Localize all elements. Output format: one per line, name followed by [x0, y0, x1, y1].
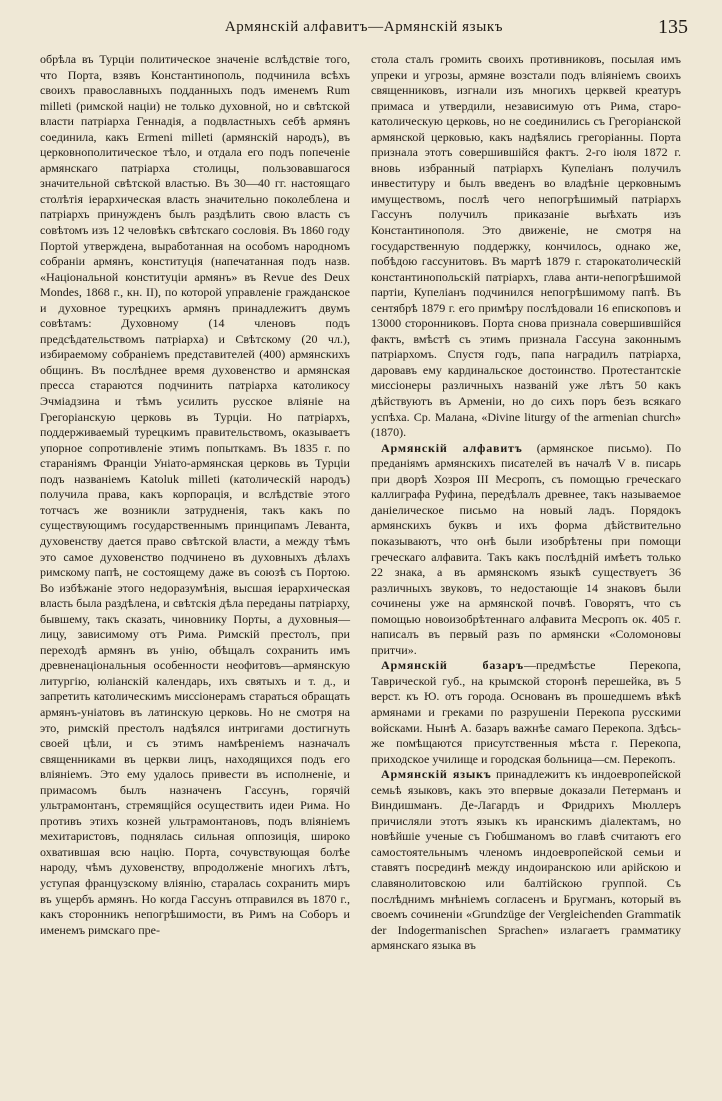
paragraph-continuation: стола сталъ громить своихъ противниковъ, посылая имъ упреки и угрозы, армяне возстали подъ вліяніемъ своихъ священниковъ, изгнали изъ многихъ церквей креатуръ примаса и утвердили, независимую отъ Рима, старо-католическую церковь, но не соединились съ Грегоріанской армянской церковью, какъ надѣялись грегоріанны. Порта признала этотъ совершившійся фактъ. 2-го іюля 1872 г. вновь избранный патріархъ Купеліанъ получилъ инвеституру и былъ введенъ во владѣніе церковнымъ имуществомъ, послѣ чего непогрѣшимый патріархъ Гассунъ получилъ приказаніе выѣхать изъ Константинополя. Это движеніе, не смотря на государственную поддержку, кончилось, однако же, побѣдою гассунитовъ. Въ мартѣ 1879 г. старокатолическій константинопольскій патріархъ, глава анти-непогрѣшимой партіи, Купеліанъ подчинился непогрѣшимому папѣ. Въ сентябрѣ 1879 г. его примѣру послѣдовали 16 епископовъ и 13000 сторонниковъ. Порта снова признала совершившійся фактъ, вмѣстѣ съ этимъ признала Гассуна законнымъ патріархомъ. Спустя годъ, папа наградилъ патріарха, даровавъ ему кардинальское достоинство. Протестантскіе миссіонеры различныхъ названій уже лѣтъ 50 какъ дѣйствуютъ въ Арменіи, но до сихъ поръ безъ всякаго успѣха. Ср. Малана, «Divine liturgy of the armenian church» (1870). — [371, 52, 681, 440]
paragraph-continuation: обрѣла въ Турціи политическое значеніе вслѣдствіе того, что Порта, взявъ Константинополь, подчинила всѣхъ своихъ православныхъ подданныхъ подъ именемъ Rum milleti (римской націи) не только духовной, но и свѣтской власти патріарха Геннадія, а подвластныхъ себѣ армянъ соединила, какъ Ermeni milleti (армянскій народъ), въ церковнополитическое тѣло, и отдала его подъ попеченіе армянскаго патріарха столицы, пользовавшагося значительной свѣтской властью. Въ 30—40 гг. настоящаго столѣтія іерархическая власть значительно поколеблена и патріархъ принужденъ былъ раздѣлить свою власть съ совѣтомъ изъ 12 человѣкъ свѣтскаго сословія. Въ 1860 году Портой утверждена, выработанная на особомъ народномъ собраніи армянъ, конституція (напечатанная подъ назв. «Національной конституціи армянъ» въ Revue des Deux Mondes, 1868 г., кн. II), по которой управленіе гражданское и духовное турецкихъ армянъ принадлежитъ двумъ совѣтамъ: Духовному (14 членовъ подъ предсѣдательствомъ патріарха) и Свѣтскому (20 чл.), избираемому собраніемъ представителей (400) армянскихъ общинъ. Въ послѣднее время духовенство и армянская пресса стараются подчинить патріарха католикосу Эчміадзина и тѣмъ усилить русское вліяніе на Грегоріанскую церковь въ Турціи. Но патріархъ, поддерживаемый турецкимъ правительствомъ, оказываетъ упорное сопротивленіе этимъ попыткамъ. Въ 1835 г. по стараніямъ Франціи Уніато-армянская церковь въ Турціи подъ названіемъ Katoluk milleti (католическій народъ) получила права, какъ корпорація, и вслѣдствіе этого тотчасъ же возникли затрудненія, такъ какъ по существующимъ государственнымъ принципамъ Леванта, духовенству дается право свѣтской власти, а между тѣмъ это самое духовенство подчинено въ духовныхъ дѣлахъ римскому папѣ, не состоящему даже въ союзѣ съ Портою. Во избѣжаніе этого недоразумѣнія, высшая іерархическая власть была раздѣлена, и свѣтскія дѣла переданы патріарху, бывшему, такъ сказать, чиновнику Порты, а духовныя—лицу, зависимому отъ Рима. Римскій престолъ, при переходѣ армянъ въ унію, обѣщалъ сохранить имъ древненаціональныя особенности неофитовъ—армянскую литургію, юліанскій календарь, ихъ святыхъ и т. д., и запретить католическимъ миссіонерамъ стараться обращать армянъ-уніатовъ въ латинскую церковь. Но не смотря на это, римскій престолъ надѣялся интригами достигнуть своей цѣли, и съ этимъ намѣреніемъ назначалъ священниками въ церкви лицъ, находящихся подъ его вліяніемъ. Это ему удалось привести въ исполненіе, и примасомъ былъ назначенъ Гассунъ, горячій ультрамонтанъ, стремящійся осуществить идеи Рима. Но противъ этихъ козней ультрамонтановъ, подъ вліяніемъ мехитаристовъ, поднялась сильная оппозиція, широко охватившая всю націю. Порта, сочувствующая болѣе народу, чѣмъ духовенству, впродолженіе многихъ лѣтъ, уступая французскому вліянію, старалась сохранить миръ въ ущербъ армянъ. Но когда Гассунъ отправился въ 1870 г., какъ сторонникъ непогрѣшимости, въ Римъ на Соборъ и именемъ римскаго пре- — [40, 52, 350, 937]
entry-armenian-language — [371, 767, 681, 954]
entry-term: Армянскій базаръ — [381, 658, 524, 673]
page-header — [40, 16, 688, 40]
entry-term: Армянскій алфавитъ — [381, 440, 523, 455]
entry-term: Армянскій языкъ — [381, 767, 492, 782]
entry-text: —предмѣстье Перекопа, Таврической губ., на крымской сторонѣ перешейка, въ 5 верст. къ Ю. отъ города. Основанъ въ прошедшемъ вѣкѣ армянами и греками по разрушеніи Перекопа русскими войсками. Нынѣ А. базаръ важнѣе самаго Перекопа. Здѣсь-же помѣщаются присутственныя мѣста г. Перекопа, приходское училище и городская больница—см. Перекопъ. — [371, 658, 682, 766]
entry-armenian-bazaar — [371, 658, 681, 767]
page-number: 135 — [658, 16, 688, 38]
right-column — [371, 52, 681, 954]
entry-text: (армянское письмо). По преданіямъ армянскихъ писателей въ началѣ V в. писарь при дворѣ Хозроя III Месропъ, съ помощью греческаго каллиграфа Руфина, передѣлалъ древнее, такъ называемое даніелическое письмо на новый ладъ. Порядокъ армянскихъ буквъ и ихъ форма дѣйствительно показываютъ, что онѣ были изобрѣтены при помощи греческаго алфавита. Такъ какъ послѣдній имѣетъ только 22 знака, а въ армянскомъ языкѣ существуетъ 36 различныхъ звуковъ, то недостающіе 14 знаковъ были сочинены уже на армянской почвѣ. Говорятъ, что съ помощью новоизобрѣтеннаго алфавита Месропъ ок. 405 г. написалъ въ первый разъ по армянски «Соломоновы притчи». — [371, 440, 681, 657]
left-column — [40, 52, 350, 938]
entry-armenian-alphabet — [371, 441, 681, 659]
entry-text: принадлежитъ къ индоевропейской семьѣ языковъ, какъ это впервые доказали Петерманъ и Виндишманъ. Де-Лагардъ и Фридрихъ Мюллеръ причисляли этотъ языкъ къ иранскимъ діалектамъ, но новѣйшіе ученые съ Гюбшманомъ во главѣ считаютъ его самостоятельнымъ членомъ индоевропейской семьи и ставятъ посрединѣ между индоиранскою или арійскою и славянолитовскою или балтійскою группой. Съ послѣднимъ мнѣніемъ согласенъ и Бругманъ, который въ своемъ сочиненіи «Grundzüge der Vergleichenden Grammatik der Indogermanischen Sprachen» излагаетъ грамматику армянскаго языка въ — [371, 767, 681, 953]
running-title: Армянскій алфавитъ—Армянскій языкъ — [224, 19, 504, 35]
